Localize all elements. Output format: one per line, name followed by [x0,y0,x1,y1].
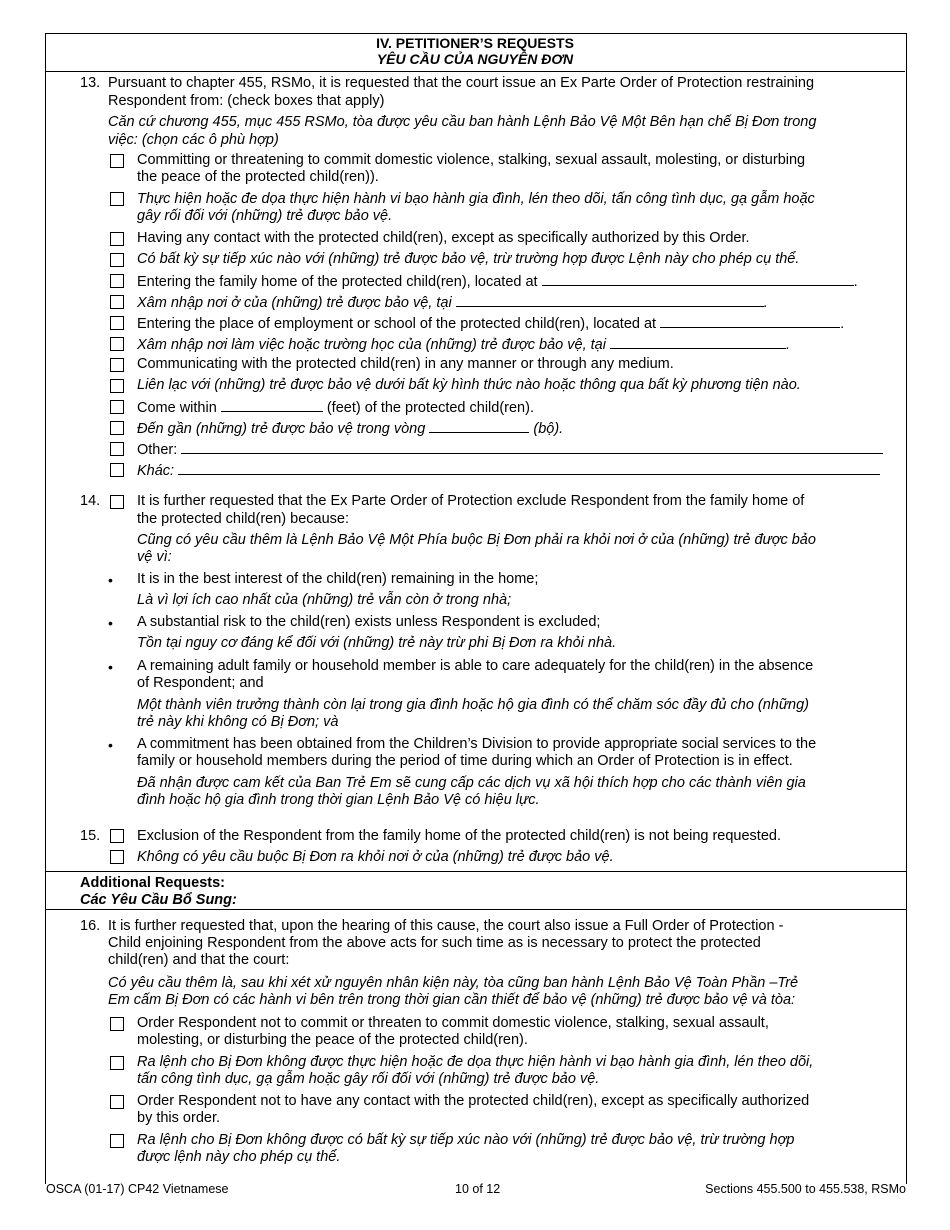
option-13-distance-en [137,398,534,417]
option-13-distance-en-suffix: (feet) of the protected child(ren). [326,400,534,416]
option-16-violence-vi-1: Ra lệnh cho Bị Đơn không được thực hiện hoặc đe dọa thực hiện hành vi bạo hành gia đình, lén theo dõi, [137,1054,814,1070]
option-13-other-en [137,440,883,459]
item-13-text-en-1: Pursuant to chapter 455, RSMo, it is requested that the court issue an Ex Parte Order of Protection restraining [108,75,815,91]
home-address-field-vi[interactable] [456,293,764,307]
checkbox-13-contact-en[interactable] [110,232,124,246]
divider [45,871,907,872]
divider [45,909,907,910]
reason-2-en: A substantial risk to the child(ren) exists unless Respondent is excluded; [137,614,601,630]
item-16-text-en-1: It is further requested that, upon the hearing of this cause, the court also issue a Full Order of Protection - [108,918,784,934]
option-13-home-en-label: Entering the family home of the protected child(ren), located at [137,274,538,290]
option-13-home-en: Entering the family home of the protected child(ren), located at . [137,274,858,290]
checkbox-13-communicate-vi[interactable] [110,379,124,393]
option-13-violence-vi-1: Thực hiện hoặc đe dọa thực hiện hành vi bạo hành gia đình, lén theo dõi, tấn công tình dục, gạ gẫm hoặc [137,191,815,207]
checkbox-13-home-en[interactable] [110,274,124,288]
additional-requests-title: Additional Requests: [80,875,226,891]
work-address-field-vi[interactable] [610,335,786,349]
option-13-work-en-label: Entering the place of employment or school of the protected child(ren), located at [137,316,657,332]
option-13-violence-vi-2: gây rối đối với (những) trẻ được bảo vệ. [137,208,393,224]
checkbox-13-work-en[interactable] [110,316,124,330]
reason-1-vi: Là vì lợi ích cao nhất của (những) trẻ vẫn còn ở trong nhà; [137,592,512,608]
checkbox-13-contact-vi[interactable] [110,253,124,267]
option-13-distance-vi-suffix: (bộ). [533,421,564,437]
other-field[interactable] [181,440,883,454]
reason-4-en-2: family or household members during the period of time during which an Order of Protection is in effect. [137,753,793,769]
reason-4-vi-2: đình hoặc hộ gia đình trong thời gian Lệnh Bảo Vệ có hiệu lực. [137,792,540,808]
checkbox-13-other-vi[interactable] [110,463,124,477]
additional-requests-title-vi: Các Yêu Cầu Bổ Sung: [80,892,237,908]
checkbox-15-not-requested-vi[interactable] [110,850,124,864]
reason-3-en-2: of Respondent; and [137,675,264,691]
checkbox-13-communicate-en[interactable] [110,358,124,372]
bullet-icon: • [108,615,113,631]
reason-4-vi-1: Đã nhận được cam kết của Ban Trẻ Em sẽ cung cấp các dịch vụ xã hội thích hợp cho các thành viên gia [137,775,806,791]
checkbox-13-work-vi[interactable] [110,337,124,351]
checkbox-13-violence-vi[interactable] [110,192,124,206]
item-13-text-en-2: Respondent from: (check boxes that apply) [108,93,385,109]
item-16-text-en-2: Child enjoining Respondent from the above acts for such time as is necessary to protect the protected [108,935,761,951]
item-16-text-vi-2: Em cấm Bị Đơn có các hành vi bên trên trong thời gian cần thiết để bảo vệ (những) trẻ được bảo vệ và tòa: [108,992,796,1008]
checkbox-13-violence-en[interactable] [110,154,124,168]
option-13-home-vi: Xâm nhập nơi ở của (những) trẻ được bảo vệ, tại . [137,295,768,311]
item-14-text-vi-1: Cũng có yêu cầu thêm là Lệnh Bảo Vệ Một Phía buộc Bị Đơn phải ra khỏi nơi ở của (những) trẻ được bảo [137,532,816,548]
option-16-contact-en-1: Order Respondent not to have any contact with the protected child(ren), except as specifically authorized [137,1093,810,1109]
checkbox-16-contact-vi[interactable] [110,1134,124,1148]
item-14-text-vi-2: vệ vì: [137,549,172,565]
option-13-other-vi [137,461,880,480]
option-13-other-vi-label: Khác: [137,463,175,479]
item-13-text-vi-2: việc: (chọn các ô phù hợp) [108,132,279,148]
option-13-contact-vi: Có bất kỳ sự tiếp xúc nào với (những) trẻ được bảo vệ, trừ trường hợp được Lệnh này cho phép cụ thể. [137,251,800,267]
other-field-vi[interactable] [178,461,880,475]
option-13-contact-en: Having any contact with the protected child(ren), except as specifically authorized by this Order. [137,230,750,246]
reason-3-en-1: A remaining adult family or household member is able to care adequately for the child(ren) in the absence [137,658,814,674]
item-15-number: 15. [80,828,101,844]
checkbox-16-violence-vi[interactable] [110,1056,124,1070]
reason-4-en-1: A commitment has been obtained from the Children’s Division to provide appropriate social services to the [137,736,817,752]
reason-3-vi-2: trẻ này khi không có Bị Đơn; và [137,714,339,730]
option-16-contact-vi-1: Ra lệnh cho Bị Đơn không được có bất kỳ sự tiếp xúc nào với (những) trẻ được bảo vệ, trừ trường hợp [137,1132,795,1148]
option-13-communicate-vi: Liên lạc với (những) trẻ được bảo vệ dưới bất kỳ hình thức nào hoặc thông qua bất kỳ phương tiện nào. [137,377,801,393]
option-13-work-en: Entering the place of employment or school of the protected child(ren), located at . [137,316,845,332]
form-code: OSCA (01-17) CP42 Vietnamese [46,1182,229,1196]
option-16-violence-en-2: molesting, or disturbing the peace of the protected child(ren). [137,1032,528,1048]
statute-reference: Sections 455.500 to 455.538, RSMo [705,1182,906,1196]
option-13-other-en-label: Other: [137,442,178,458]
item-15-text-vi: Không có yêu cầu buộc Bị Đơn ra khỏi nơi ở của (những) trẻ được bảo vệ. [137,849,614,865]
option-13-violence-en-2: the peace of the protected child(ren)). [137,169,379,185]
bullet-icon: • [108,737,113,753]
option-16-violence-vi-2: tấn công tình dục, gạ gẫm hoặc gây rối đối với (những) trẻ được bảo vệ. [137,1071,600,1087]
page-number: 10 of 12 [455,1182,501,1196]
item-16-text-en-3: child(ren) and that the court: [108,952,290,968]
item-14-text-en-2: the protected child(ren) because: [137,511,349,527]
option-13-work-vi-label: Xâm nhập nơi làm việc hoặc trường học của (những) trẻ được bảo vệ, tại [137,337,606,353]
section-header [45,33,905,72]
item-16-number: 16. [80,918,101,934]
option-13-distance-vi-label: Đến gần (những) trẻ được bảo vệ trong vòng [137,421,426,437]
checkbox-13-other-en[interactable] [110,442,124,456]
checkbox-15-not-requested-en[interactable] [110,829,124,843]
checkbox-16-violence-en[interactable] [110,1017,124,1031]
section-title-en: IV. PETITIONER’S REQUESTS [376,35,574,51]
option-13-work-vi: Xâm nhập nơi làm việc hoặc trường học của (những) trẻ được bảo vệ, tại . [137,337,791,353]
option-13-violence-en-1: Committing or threatening to commit domestic violence, stalking, sexual assault, molesting, or disturbing [137,152,806,168]
option-16-violence-en-1: Order Respondent not to commit or threaten to commit domestic violence, stalking, sexual assault, [137,1015,769,1031]
reason-3-vi-1: Một thành viên trưởng thành còn lại trong gia đình hoặc hộ gia đình có thể chăm sóc đầy đủ cho (những) [137,697,810,713]
item-13-number: 13. [80,75,101,91]
option-13-home-vi-label: Xâm nhập nơi ở của (những) trẻ được bảo vệ, tại [137,295,452,311]
checkbox-13-distance-vi[interactable] [110,421,124,435]
distance-feet-field-vi[interactable] [429,419,529,433]
checkbox-13-home-vi[interactable] [110,295,124,309]
option-13-distance-vi [137,419,563,438]
item-14-number: 14. [80,493,101,509]
work-address-field[interactable] [660,314,840,328]
reason-1-en: It is in the best interest of the child(ren) remaining in the home; [137,571,539,587]
bullet-icon: • [108,572,113,588]
distance-feet-field[interactable] [221,398,323,412]
checkbox-13-distance-en[interactable] [110,400,124,414]
option-13-communicate-en: Communicating with the protected child(ren) in any manner or through any medium. [137,356,674,372]
bullet-icon: • [108,659,113,675]
checkbox-14-exclude[interactable] [110,495,124,509]
item-16-text-vi-1: Có yêu cầu thêm là, sau khi xét xử nguyên nhân kiện này, tòa cũng ban hành Lệnh Bảo Vệ Toàn Phần –Trẻ [108,975,799,991]
option-16-contact-vi-2: được lệnh này cho phép cụ thể. [137,1149,341,1165]
reason-2-vi: Tồn tại nguy cơ đáng kể đối với (những) trẻ này trừ phi Bị Đơn ra khỏi nhà. [137,635,617,651]
option-13-distance-en-label: Come within [137,400,217,416]
checkbox-16-contact-en[interactable] [110,1095,124,1109]
item-15-text-en: Exclusion of the Respondent from the family home of the protected child(ren) is not being requested. [137,828,781,844]
item-13-text-vi-1: Căn cứ chương 455, mục 455 RSMo, tòa được yêu cầu ban hành Lệnh Bảo Vệ Một Bên hạn chế Bị Đơn trong [108,114,817,130]
home-address-field[interactable] [542,272,854,286]
section-title-vi: YÊU CẦU CỦA NGUYÊN ĐƠN [376,51,574,67]
option-16-contact-en-2: by this order. [137,1110,221,1126]
item-14-text-en-1: It is further requested that the Ex Parte Order of Protection exclude Respondent from the family home of [137,493,805,509]
